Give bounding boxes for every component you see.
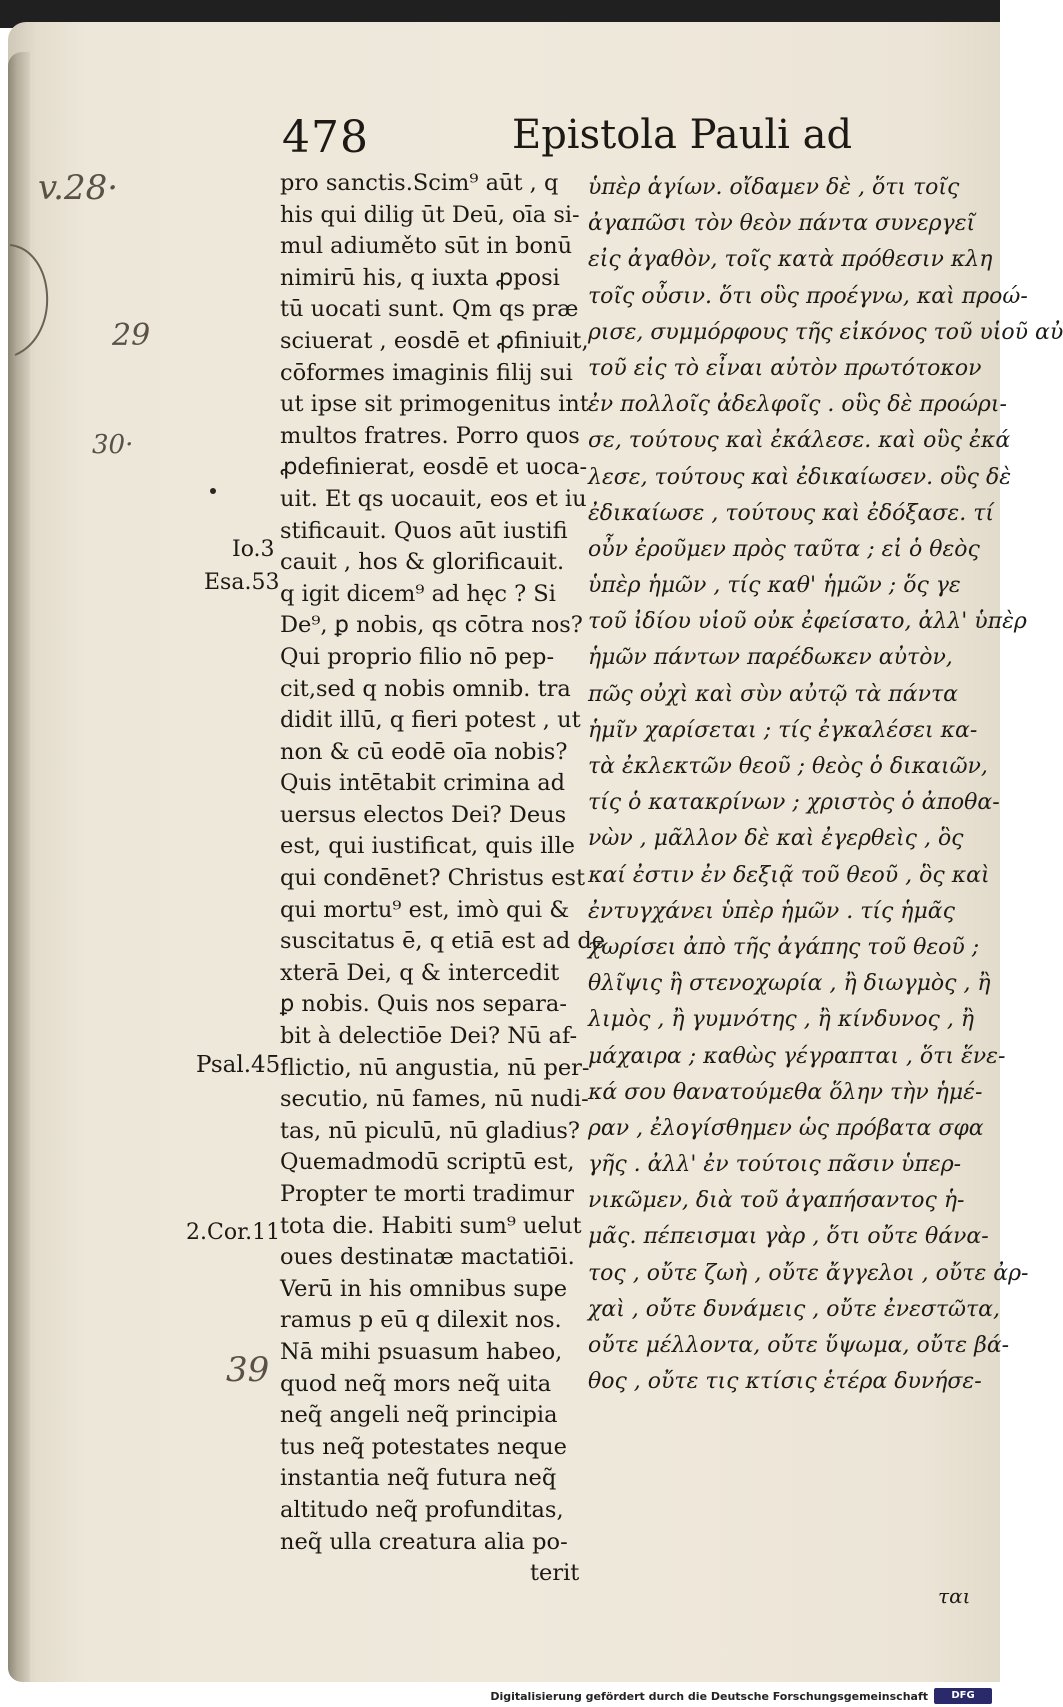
page-number: 478: [282, 112, 369, 163]
greek-line: τίς ὁ κατακρίνων ; χριστὸς ὁ ἀποθα-: [588, 790, 1000, 816]
latin-line: pro sanctis.Scim⁹ aūt , q: [280, 170, 559, 196]
handwritten-verse-30: 30·: [92, 430, 134, 460]
latin-line: neq̃ angeli neq̃ principia: [280, 1402, 558, 1429]
latin-line: stificauit. Quos aūt iustifi: [280, 517, 568, 544]
greek-line: γῆς . ἀλλ' ἐν τούτοις πᾶσιν ὑπερ-: [588, 1152, 962, 1178]
greek-line: ἡμῖν χαρίσεται ; τίς ἐγκαλέσει κα-: [588, 717, 978, 743]
handwritten-verse-28: v.28·: [38, 168, 119, 208]
greek-line: ὑπὲρ ἁγίων. οἴδαμεν δὲ , ὅτι τοῖς: [588, 175, 960, 200]
handwritten-verse-39: 39: [226, 1350, 270, 1390]
greek-line: οὔτε μέλλοντα, οὔτε ὕψωμα, οὔτε βά-: [588, 1333, 1010, 1358]
greek-text-column: [588, 170, 1063, 1400]
greek-line: καί ἐστιν ἐν δεξιᾷ τοῦ θεοῦ , ὃς καὶ: [588, 862, 990, 888]
handwritten-verse-29: 29: [112, 318, 151, 353]
greek-line: ἐντυγχάνει ὑπὲρ ἡμῶν . τίς ἡμᾶς: [588, 898, 955, 924]
greek-line: λιμὸς , ἢ γυμνότης , ἢ κίνδυνος , ἢ: [588, 1007, 974, 1033]
latin-line: ramus p eū q dilexit nos.: [280, 1307, 562, 1334]
latin-line: cauit , hos & glorificauit.: [280, 549, 565, 576]
latin-line: ꝑ nobis. Quis nos separa-: [280, 991, 567, 1018]
latin-line: Verū in his omnibus supe: [280, 1275, 568, 1302]
latin-line: his qui dilig ūt Deū, oīa si-: [280, 201, 580, 228]
margin-dot: [210, 488, 216, 494]
latin-line: mul adiuměto sūt in bonū: [280, 233, 573, 260]
greek-line: ἀγαπῶσι τὸν θεὸν πάντα συνεργεῖ: [588, 211, 976, 237]
latin-line: secutio, nū fames, nū nudi-: [280, 1086, 589, 1113]
margin-note-esa: Esa.53: [204, 570, 280, 595]
greek-line: τοῦ ἰδίου υἱοῦ οὐκ ἐφείσατο, ἀλλ' ὑπὲρ: [588, 609, 1027, 635]
greek-line: εἰς ἀγαθὸν, τοῖς κατὰ πρόθεσιν κλη: [588, 247, 993, 273]
latin-line: q igit dicem⁹ ad hęc ? Si: [280, 580, 556, 607]
latin-line: tas, nū piculū, nū gladius?: [280, 1117, 580, 1144]
greek-line: θλῖψις ἢ στενοχωρία , ἢ διωγμὸς , ἢ: [588, 971, 991, 997]
latin-line: tus neq̃ potestates neque: [280, 1433, 567, 1460]
latin-line: cit,sed q nobis omnib. tra: [280, 675, 571, 702]
greek-line: μᾶς. πέπεισμαι γὰρ , ὅτι οὔτε θάνα-: [588, 1224, 989, 1250]
latin-line: qui mortu⁹ est, imò qui &: [280, 896, 570, 923]
latin-line: qui condēnet? Christus est: [280, 865, 586, 892]
greek-line: ραν , ἐλογίσθημεν ὡς πρόβατα σφα: [588, 1115, 984, 1141]
dfg-logo: DFG: [934, 1688, 992, 1704]
margin-note-jo: Io.3: [232, 537, 275, 562]
latin-line: terit: [530, 1560, 580, 1587]
running-title: Epistola Pauli ad: [512, 112, 853, 158]
latin-line: Quemadmodū scriptū est,: [280, 1149, 575, 1176]
latin-line: sciuerat , eosdē et ꝓfiniuit,: [280, 327, 589, 354]
greek-line: θος , οὔτε τις κτίσις ἑτέρα δυνήσε-: [588, 1369, 982, 1395]
latin-line: altitudo neq̃ profunditas,: [280, 1496, 564, 1523]
greek-line: ἐδικαίωσε , τούτους καὶ ἐδόξασε. τί: [588, 500, 995, 526]
digitization-credit: Digitalisierung gefördert durch die Deutsche Forschungsgemeinschaft: [490, 1690, 928, 1703]
latin-line: ꝓdefinierat, eosdē et uoca-: [280, 454, 588, 481]
greek-line: πῶς οὐχὶ καὶ σὺν αὐτῷ τὰ πάντα: [588, 681, 959, 707]
latin-line: est, qui iustificat, quis ille: [280, 833, 575, 860]
latin-line: multos fratres. Porro quos: [280, 422, 580, 449]
greek-line: νὼν , μᾶλλον δὲ καὶ ἐγερθεὶς , ὃς: [588, 826, 964, 852]
margin-note-psal: Psal.45: [196, 1052, 281, 1078]
greek-line: ὑπὲρ ἡμῶν , τίς καθ' ἡμῶν ; ὅς γε: [588, 573, 961, 599]
latin-line: tū uocati sunt. Qm qs præ: [280, 296, 579, 323]
greek-line: χωρίσει ἀπὸ τῆς ἀγάπης τοῦ θεοῦ ;: [588, 934, 980, 960]
greek-line: κά σου θανατούμεθα ὅλην τὴν ἡμέ-: [588, 1079, 983, 1105]
margin-note-cor: 2.Cor.11: [186, 1220, 281, 1245]
greek-line: μάχαιρα ; καθὼς γέγραπται , ὅτι ἕνε-: [588, 1043, 1006, 1069]
greek-line: τος , οὔτε ζωὴ , οὔτε ἄγγελοι , οὔτε ἀρ-: [588, 1260, 1029, 1286]
greek-line: τοῖς οὖσιν. ὅτι οὓς προέγνω, καὶ προώ-: [588, 283, 1028, 309]
latin-line: non & cū eodē oīa nobis?: [280, 738, 568, 765]
latin-line: Qui proprio filio nō pep-: [280, 643, 555, 670]
latin-line: tota die. Habiti sum⁹ uelut: [280, 1212, 582, 1239]
latin-line: ut ipse sit primogenitus int: [280, 391, 589, 418]
latin-line: De⁹, ꝑ nobis, qs cōtra nos?: [280, 612, 583, 639]
latin-line: quod neq̃ mors neq̃ uita: [280, 1370, 552, 1397]
latin-line: nimirū his, q iuxta ꝓposi: [280, 264, 560, 291]
latin-line: instantia neq̃ futura neq̃: [280, 1465, 557, 1492]
latin-line: Quis intētabit crimina ad: [280, 770, 566, 797]
latin-line: Propter te morti tradimur: [280, 1181, 575, 1207]
greek-line: τὰ ἐκλεκτῶν θεοῦ ; θεὸς ὁ δικαιῶν,: [588, 754, 988, 779]
greek-line: ρισε, συμμόρφους τῆς εἰκόνος τοῦ υἱοῦ αὐ: [588, 319, 1063, 345]
latin-line: bit à delectiōe Dei? Nū af-: [280, 1023, 578, 1050]
greek-line: οὖν ἐροῦμεν πρὸς ταῦτα ; εἰ ὁ θεὸς: [588, 536, 980, 562]
greek-line: τοῦ εἰς τὸ εἶναι αὐτὸν πρωτότοκον: [588, 355, 982, 381]
latin-line: oues destinatæ mactatiōi.: [280, 1244, 575, 1271]
greek-line: χαὶ , οὔτε δυνάμεις , οὔτε ἐνεστῶτα,: [588, 1296, 1000, 1322]
greek-line: ἡμῶν πάντων παρέδωκεν αὐτὸν,: [588, 645, 953, 671]
pencil-circle-mark: [0, 240, 60, 360]
greek-line: νικῶμεν, διὰ τοῦ ἀγαπήσαντος ἡ-: [588, 1188, 965, 1214]
catchword: ται: [938, 1584, 971, 1608]
latin-line: Nā mihi psuasum habeo,: [280, 1338, 563, 1365]
latin-line: flictio, nū angustia, nū per-: [280, 1054, 590, 1081]
latin-line: suscitatus ē, q etiā est ad de: [280, 928, 606, 955]
latin-text-column: [280, 168, 606, 1590]
latin-line: cōformes imaginis filij sui: [280, 359, 573, 386]
latin-line: didit illū, q fieri potest , ut: [280, 707, 581, 734]
latin-line: neq̃ ulla creatura alia po-: [280, 1528, 568, 1555]
greek-line: ἐν πολλοῖς ἀδελφοῖς . οὓς δὲ προώρι-: [588, 392, 1007, 418]
latin-line: uersus electos Dei? Deus: [280, 801, 567, 828]
latin-line: xterā Dei, q & intercedit: [280, 959, 560, 986]
footer-strip: [0, 1683, 1000, 1707]
greek-line: σε, τούτους καὶ ἐκάλεσε. καὶ οὓς ἐκά: [588, 428, 1011, 454]
greek-line: λεσε, τούτους καὶ ἐδικαίωσεν. οὓς δὲ: [588, 464, 1012, 490]
latin-line: uit. Et qs uocauit, eos et iu: [280, 485, 587, 512]
